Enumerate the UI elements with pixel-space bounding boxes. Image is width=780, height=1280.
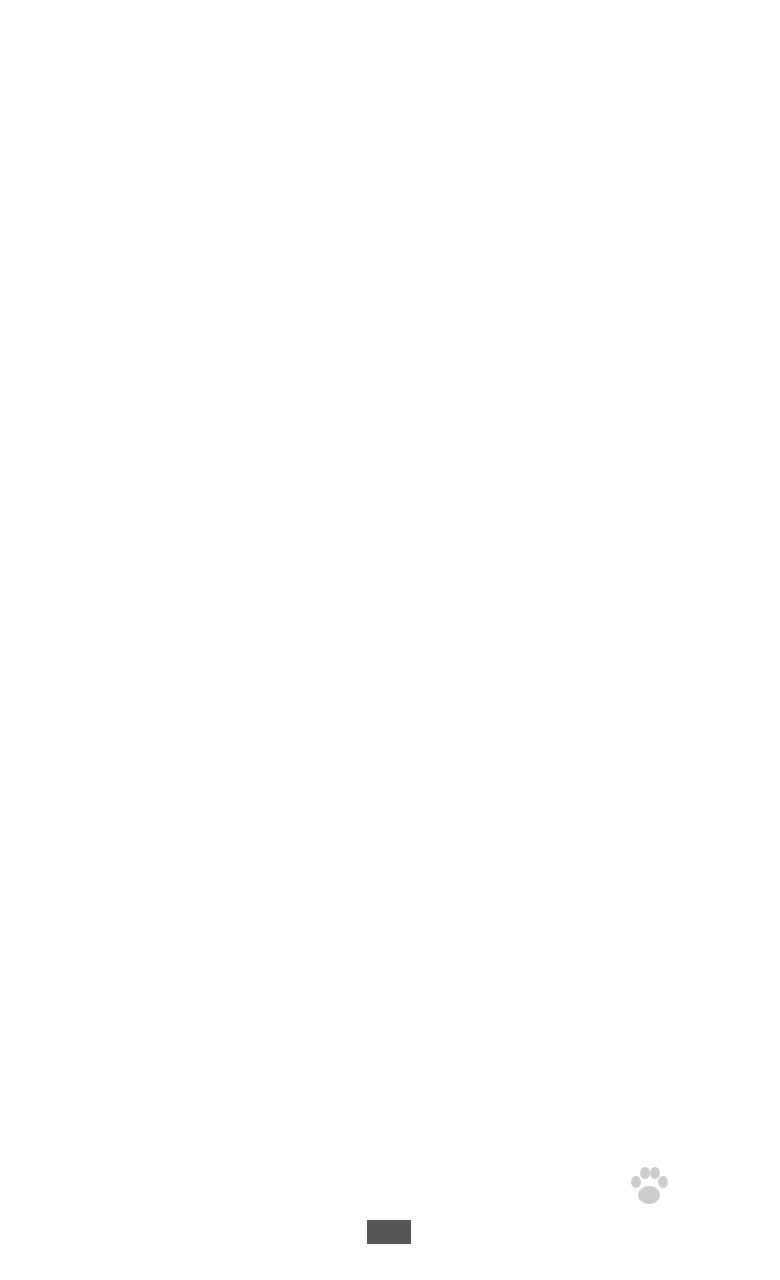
baidu-watermark: [550, 1162, 740, 1252]
paw-icon: [624, 1162, 674, 1212]
page-number: [367, 1220, 411, 1244]
